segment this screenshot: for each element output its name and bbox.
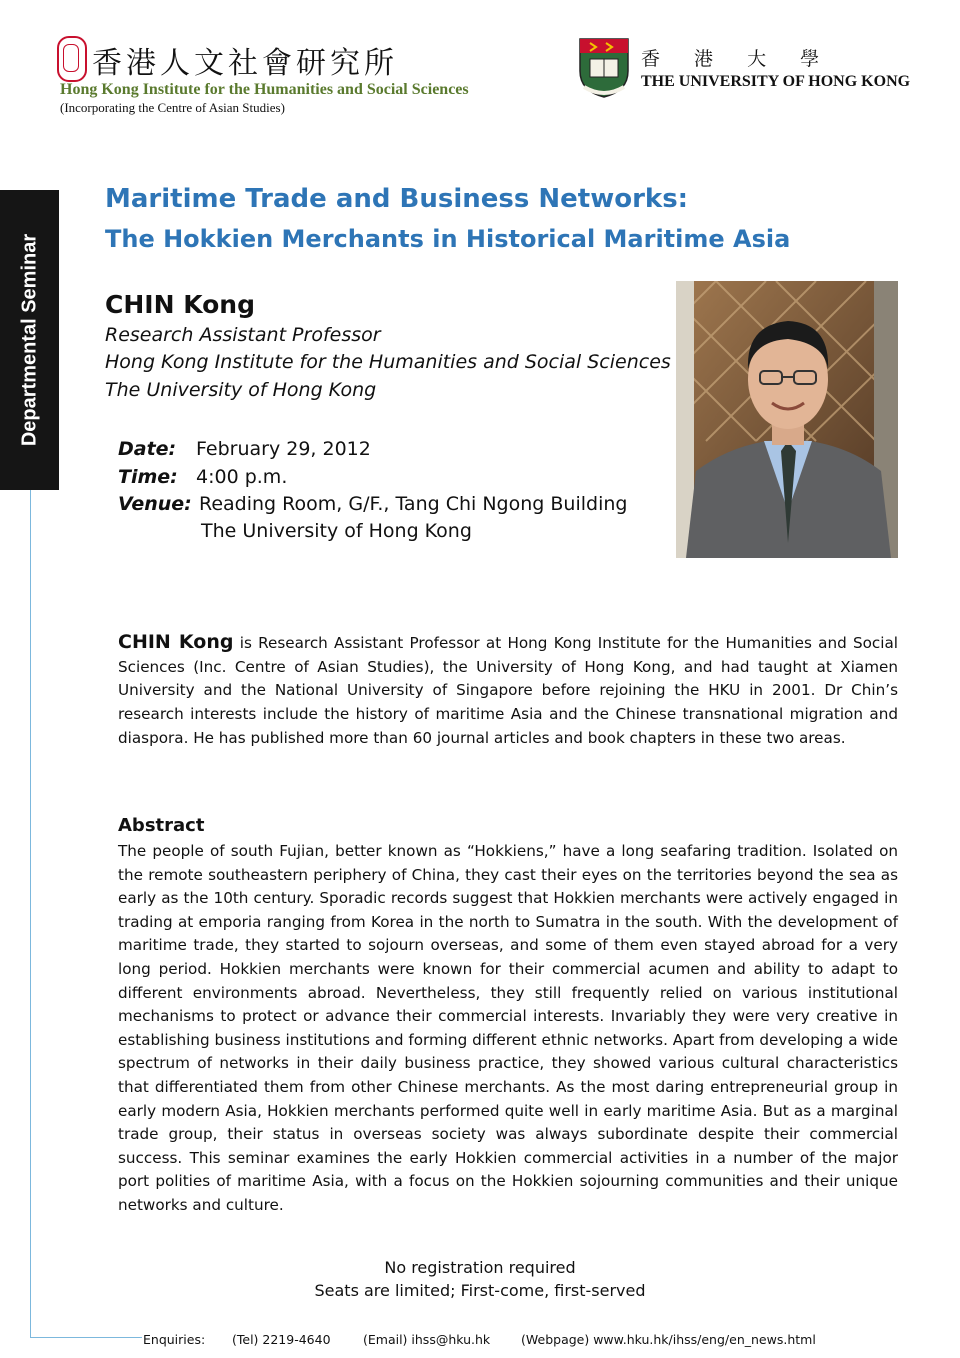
institute-subtitle: (Incorporating the Centre of Asian Studies)	[60, 100, 285, 115]
registration-note: No registration required	[384, 1258, 576, 1277]
enquiries-label: Enquiries:	[143, 1332, 206, 1347]
speaker-bio	[118, 631, 898, 751]
institute-name-english: Hong Kong Institute for the Humanities and Social Sciences	[60, 81, 469, 98]
side-tab-label: Departmental Seminar	[18, 233, 40, 447]
enquiries-webpage: (Webpage) www.hku.hk/ihss/eng/en_news.html	[521, 1332, 816, 1347]
university-name-english: THE UNIVERSITY OF HONG KONG	[641, 73, 911, 90]
speaker-position: Research Assistant Professor	[105, 324, 381, 346]
date-value: February 29, 2012	[196, 438, 371, 460]
bio-speaker-name: CHIN Kong	[118, 631, 234, 653]
time-value: 4:00 p.m.	[196, 466, 288, 488]
hku-crest-logo	[576, 37, 632, 99]
speaker-university: The University of Hong Kong	[105, 379, 377, 401]
university-name-chinese: 香 港 大 學	[641, 48, 834, 70]
abstract-text: The people of south Fujian, better known as “Hokkiens,” have a long seafaring tradition. Isolated on the remote southeastern periphery of China, they cast their eyes on the territories beyond the sea as early as the 10th century. Sporadic records suggest that Hokkien merchants were actively engaged in trading at emporia ranging from Korea in the north to Sumatra in the south. With the development of maritime trade, they started to sojourn overseas, and some of them even stayed abroad for a very long period. Hokkien merchants were known for their commercial acumen and ability to adapt to different environments abroad. Nevertheless, they still frequently relied on various institutional mechanisms to protect or advance their commercial interests. Invariably they were very creative in establishing business institutions and forming different ethnic networks. Apart from developing a wide spectrum of networks in their daily business practice, they showed various cultural characteristics that differentiated them from other Chinese merchants. As the most daring entrepreneurial group in early modern Asia, Hokkien merchants performed quite well in early maritime Asia. But as a marginal trade group, their status in overseas society was always subordinate despite their commercial success. This seminar examines the early Hokkien commercial activities in a number of the major port polities of maritime Asia, with a focus on the Hokkien sojourning communities and their unique networks and culture.	[118, 842, 898, 1214]
time-label: Time:	[118, 466, 178, 488]
venue-value-line2: The University of Hong Kong	[201, 520, 472, 542]
speaker-name: CHIN Kong	[105, 290, 255, 319]
side-tab	[0, 190, 59, 490]
seminar-title-line1: Maritime Trade and Business Networks:	[105, 184, 689, 214]
seminar-title-line2: The Hokkien Merchants in Historical Maritime Asia	[105, 225, 791, 253]
venue-value-line1: Reading Room, G/F., Tang Chi Ngong Building	[199, 493, 628, 515]
guide-line-horizontal	[30, 1337, 142, 1338]
seating-note: Seats are limited; First-come, first-served	[314, 1281, 646, 1300]
speaker-institute: Hong Kong Institute for the Humanities and Social Sciences	[105, 351, 671, 373]
date-label: Date:	[118, 438, 177, 460]
venue-label: Venue:	[118, 493, 192, 515]
guide-line-vertical	[30, 490, 31, 1338]
enquiries-email: (Email) ihss@hku.hk	[363, 1332, 491, 1347]
institute-seal-logo	[57, 36, 87, 82]
speaker-photo	[676, 281, 898, 558]
bio-text: is Research Assistant Professor at Hong Kong Institute for the Humanities and Social Sciences (Inc. Centre of Asian Studies), the University of Hong Kong, and had taught at Xiamen University and the National University of Singapore before rejoining the HKU in 2001. Dr Chin’s research interests include the history of maritime Asia and the Chinese transnational migration and diaspora. He has published more than 60 journal articles and book chapters in these two areas.	[118, 634, 899, 747]
abstract-heading: Abstract	[118, 815, 205, 836]
institute-name-chinese: 香港人文社會研究所	[92, 46, 398, 81]
enquiries-tel: (Tel) 2219-4640	[232, 1332, 331, 1347]
